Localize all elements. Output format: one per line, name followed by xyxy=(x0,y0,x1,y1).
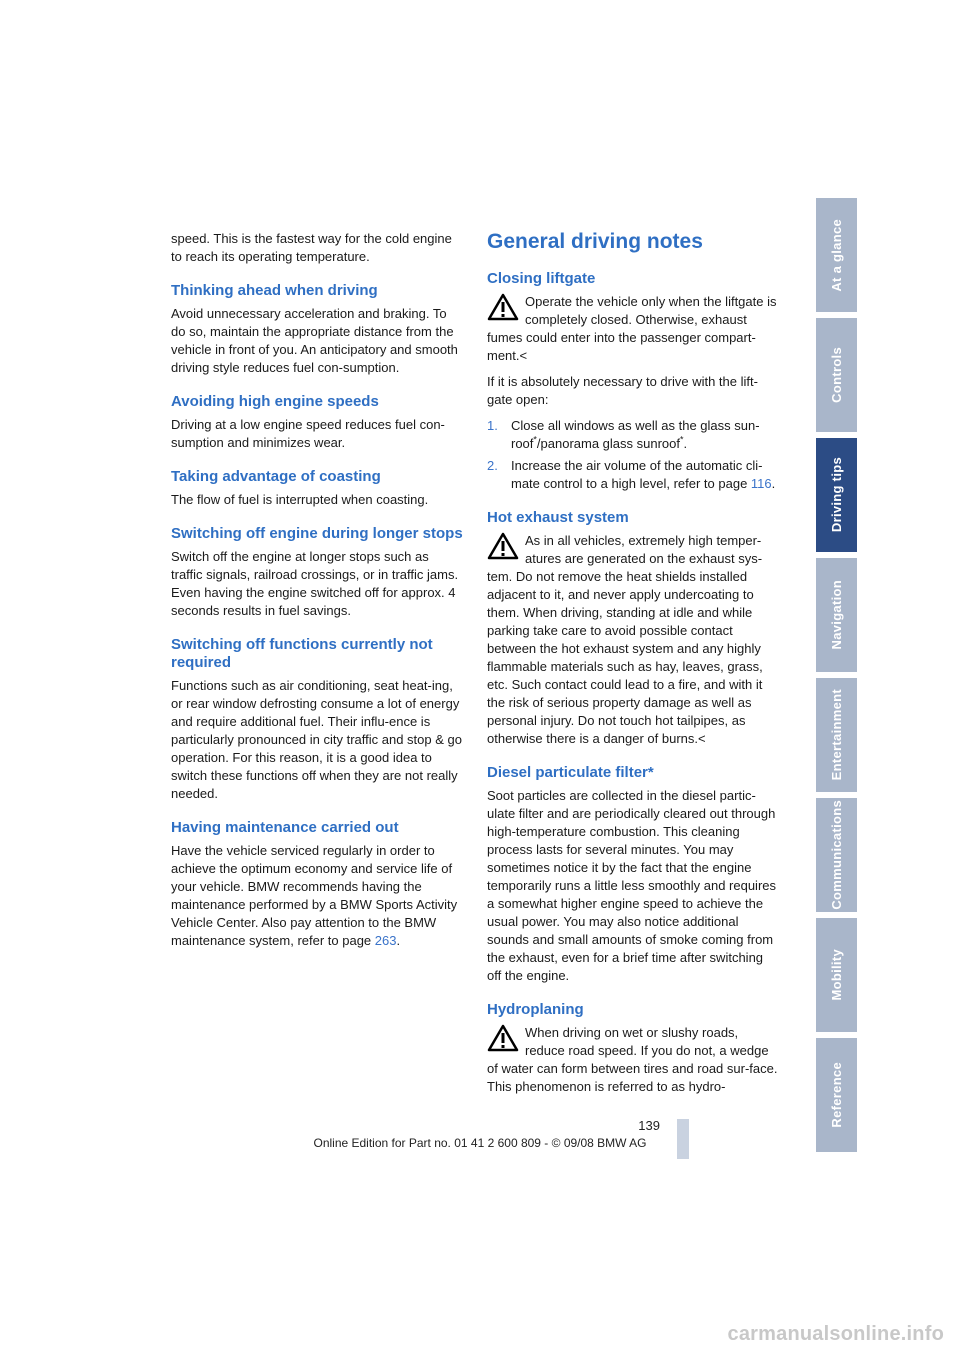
tab-navigation[interactable] xyxy=(816,558,857,675)
tab-at-a-glance[interactable] xyxy=(816,198,857,315)
list-number: 2. xyxy=(487,458,498,473)
section-body-thinking-ahead: Avoid unnecessary acceleration and braking. To do so, maintain the appropriate distance from the vehicle in front of you. An anticipatory and smooth driving style reduces fuel con-sumption. xyxy=(171,306,458,375)
section-body-diesel-filter: Soot particles are collected in the diesel partic-ulate filter and are periodically cleared out through high-temperature combustion. This cleaning process lasts for several minutes. You may sometimes notice it by the fact that the engine temporarily runs a little less smoothly and requires a somewhat higher engine speed to achieve the usual power. You may also notice additional sounds and small amounts of smoke coming from the exhaust, even for a brief time after switching off the engine. xyxy=(487,788,777,983)
tab-label: Controls xyxy=(829,347,844,403)
tab-controls[interactable] xyxy=(816,318,857,435)
tab-label: Entertainment xyxy=(829,689,844,781)
list-item xyxy=(487,417,779,453)
warning-liftgate xyxy=(487,293,779,365)
intro-paragraph: speed. This is the fastest way for the cold engine to reach its operating temperature. xyxy=(171,231,452,264)
page-link-263[interactable]: 263 xyxy=(374,933,397,948)
left-column xyxy=(171,230,463,958)
watermark: carmanualsonline.info xyxy=(727,1323,944,1345)
list-text: . xyxy=(683,436,688,451)
section-heading-closing-liftgate: Closing liftgate xyxy=(487,270,596,287)
tab-driving-tips[interactable] xyxy=(816,438,857,555)
list-text: Increase the air volume of the automatic cli-mate control to a high level, refer to page xyxy=(511,458,763,491)
warning-hydroplaning-text: When driving on wet or slushy roads, reduce road speed. If you do not, a wedge of water can form between tires and road sur-face. This phenomenon is referred to as hydro- xyxy=(487,1025,778,1094)
section-heading-diesel-filter: Diesel particulate filter* xyxy=(487,764,654,781)
section-heading-coasting: Taking advantage of coasting xyxy=(171,468,381,485)
tab-label: Driving tips xyxy=(829,457,844,533)
tab-label: Mobility xyxy=(829,949,844,1001)
list-text: /panorama glass sunroof xyxy=(536,436,681,451)
warning-liftgate-text: Operate the vehicle only when the liftgate is completely closed. Otherwise, exhaust fumes could enter into the passenger compart-ment.< xyxy=(487,294,777,363)
maintenance-text: Have the vehicle serviced regularly in order to achieve the optimum economy and service life of your vehicle. BMW recommends having the maintenance performed by a BMW Sports Activity Vehicle Center. Also pay attention to the BMW maintenance system, refer to page xyxy=(171,843,458,948)
section-body-maintenance xyxy=(171,842,463,950)
warning-exhaust xyxy=(487,532,779,748)
liftgate-open-paragraph: If it is absolutely necessary to drive with the lift-gate open: xyxy=(487,374,758,407)
section-heading-engine-off: Switching off engine during longer stops xyxy=(171,525,463,542)
list-text: Close all windows as well as the glass sun-roof xyxy=(511,418,760,451)
list-text: . xyxy=(771,476,776,491)
section-body-coasting: The flow of fuel is interrupted when coasting. xyxy=(171,492,429,507)
tab-label: Reference xyxy=(829,1062,844,1128)
chapter-tabs xyxy=(816,198,857,1160)
optional-star: * xyxy=(533,434,537,445)
warning-hydroplaning xyxy=(487,1024,779,1096)
section-heading-hot-exhaust: Hot exhaust system xyxy=(487,509,629,526)
tab-entertainment[interactable] xyxy=(816,678,857,795)
optional-star: * xyxy=(680,434,684,445)
page-link-116[interactable]: 116 xyxy=(750,476,772,491)
page-number: 139 xyxy=(638,1118,660,1133)
section-body-functions-off: Functions such as air conditioning, seat heat-ing, or rear window defrosting consume a lot of energy and require additional fuel. Their influ-ence is particularly pronounced in city traffic and stop & go operation. For this reason, it is a good idea to switch these functions off when they are not really needed. xyxy=(171,678,462,801)
maintenance-tail: . xyxy=(396,933,401,948)
warning-triangle-icon xyxy=(487,1024,519,1052)
section-heading-hydroplaning: Hydroplaning xyxy=(487,1001,584,1018)
footer-edition: Online Edition for Part no. 01 41 2 600 809 - © 09/08 BMW AG xyxy=(313,1136,647,1150)
list-item xyxy=(487,457,779,493)
warning-triangle-icon xyxy=(487,532,519,560)
section-heading-thinking-ahead: Thinking ahead when driving xyxy=(171,282,378,299)
section-heading-functions-off: Switching off functions currently not required xyxy=(171,636,433,671)
warning-triangle-icon xyxy=(487,293,519,321)
tab-label: At a glance xyxy=(829,218,844,292)
warning-exhaust-text: As in all vehicles, extremely high temper-atures are generated on the exhaust sys-tem. Do not remove the heat shields installed adjacent to it, and never apply undercoating to them. When driving, standing at idle and while parking take care to avoid possible contact between the hot exhaust system and any highly flammable materials such as hay, leaves, grass, etc. Such contact could lead to a fire, and with it the risk of serious property damage as well as personal injury. Do not touch hot tailpipes, as otherwise there is a danger of burns.< xyxy=(487,533,763,746)
tab-mobility[interactable] xyxy=(816,918,857,1035)
tab-label: Navigation xyxy=(829,580,844,650)
right-column xyxy=(487,230,779,1104)
tab-communications[interactable] xyxy=(816,798,857,915)
section-heading-high-speeds: Avoiding high engine speeds xyxy=(171,393,379,410)
page-title: General driving notes xyxy=(487,230,703,253)
tab-label: Communications xyxy=(829,800,844,910)
section-body-engine-off: Switch off the engine at longer stops such as traffic signals, railroad crossings, or in traffic jams. Even having the engine switched off for approx. 4 seconds results in fuel savings. xyxy=(171,549,459,618)
section-heading-maintenance: Having maintenance carried out xyxy=(171,819,399,836)
section-body-high-speeds: Driving at a low engine speed reduces fuel con-sumption and minimizes wear. xyxy=(171,417,445,450)
list-number: 1. xyxy=(487,418,498,433)
liftgate-steps xyxy=(487,417,779,493)
